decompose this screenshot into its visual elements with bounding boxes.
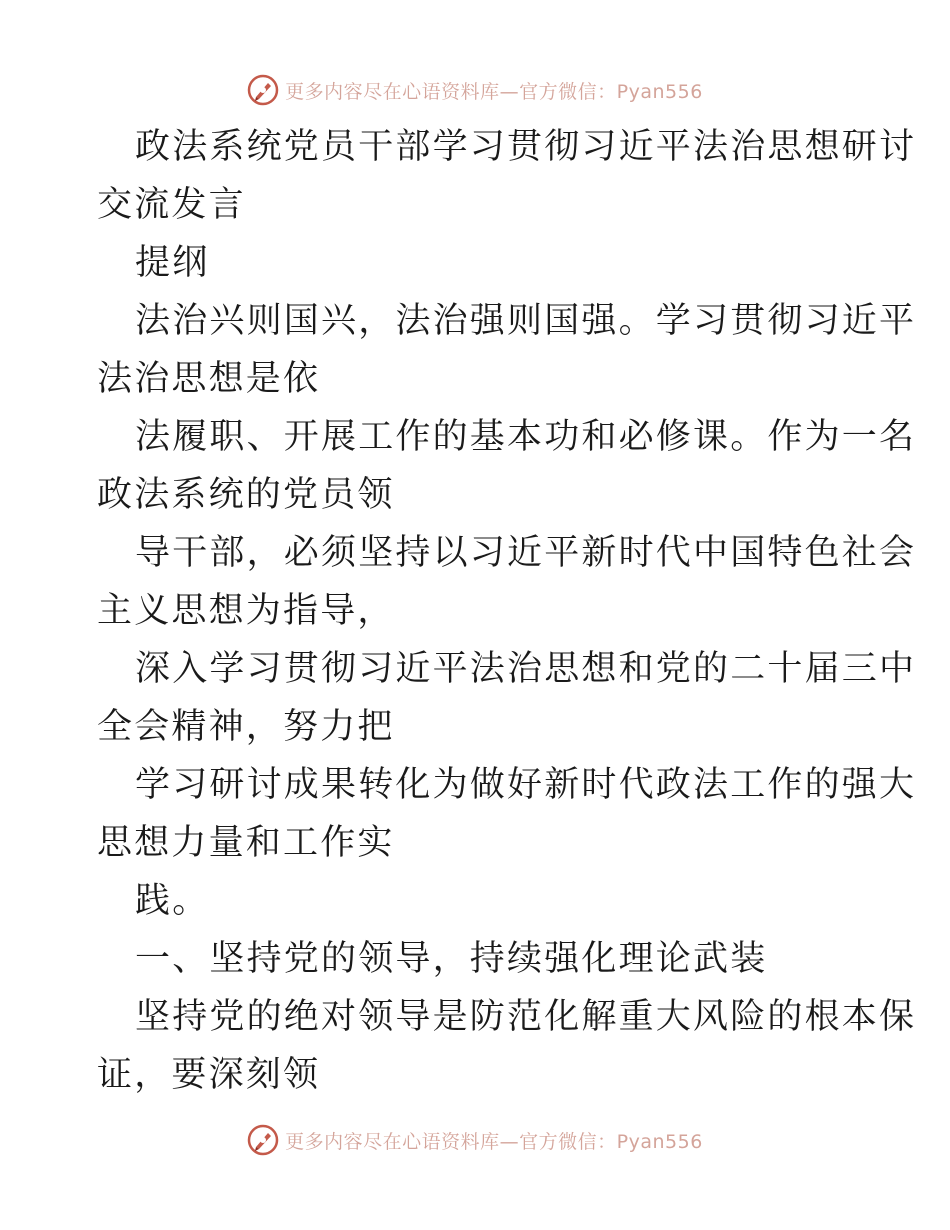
paragraph-line: 思想力量和工作实 <box>97 823 395 863</box>
paragraph-line: 学习研讨成果转化为做好新时代政法工作的强大 <box>135 765 917 805</box>
paragraph-line: 全会精神，努力把 <box>97 707 395 747</box>
paragraph-line: 坚持党的绝对领导是防范化解重大风险的根本保 <box>135 997 917 1037</box>
watermark-text: 更多内容尽在心语资料库—官方微信：Pyan556 <box>285 1130 703 1153</box>
paragraph-line: 证，要深刻领 <box>97 1055 321 1095</box>
paragraph-line: 深入学习贯彻习近平法治思想和党的二十届三中 <box>135 649 917 689</box>
paragraph-line: 主义思想为指导， <box>97 591 395 631</box>
paragraph-line: 政法系统的党员领 <box>97 475 395 515</box>
paragraph-line: 践。 <box>135 881 210 921</box>
title-line-2: 交流发言 <box>97 185 246 225</box>
pen-logo-icon <box>247 74 279 106</box>
section-heading-outline: 提纲 <box>135 243 210 283</box>
paragraph-line: 法治兴则国兴，法治强则国强。学习贯彻习近平 <box>135 301 917 341</box>
header-watermark <box>0 70 950 110</box>
section-heading-1: 一、坚持党的领导，持续强化理论武装 <box>135 939 768 979</box>
footer-watermark <box>0 1120 950 1160</box>
pen-logo-icon <box>247 1124 279 1156</box>
document-body <box>97 118 917 1104</box>
paragraph-line: 法履职、开展工作的基本功和必修课。作为一名 <box>135 417 917 457</box>
paragraph-line: 法治思想是依 <box>97 359 321 399</box>
paragraph-line: 导干部，必须坚持以习近平新时代中国特色社会 <box>135 533 917 573</box>
watermark-text: 更多内容尽在心语资料库—官方微信：Pyan556 <box>285 80 703 103</box>
title-line-1: 政法系统党员干部学习贯彻习近平法治思想研讨 <box>135 127 917 167</box>
